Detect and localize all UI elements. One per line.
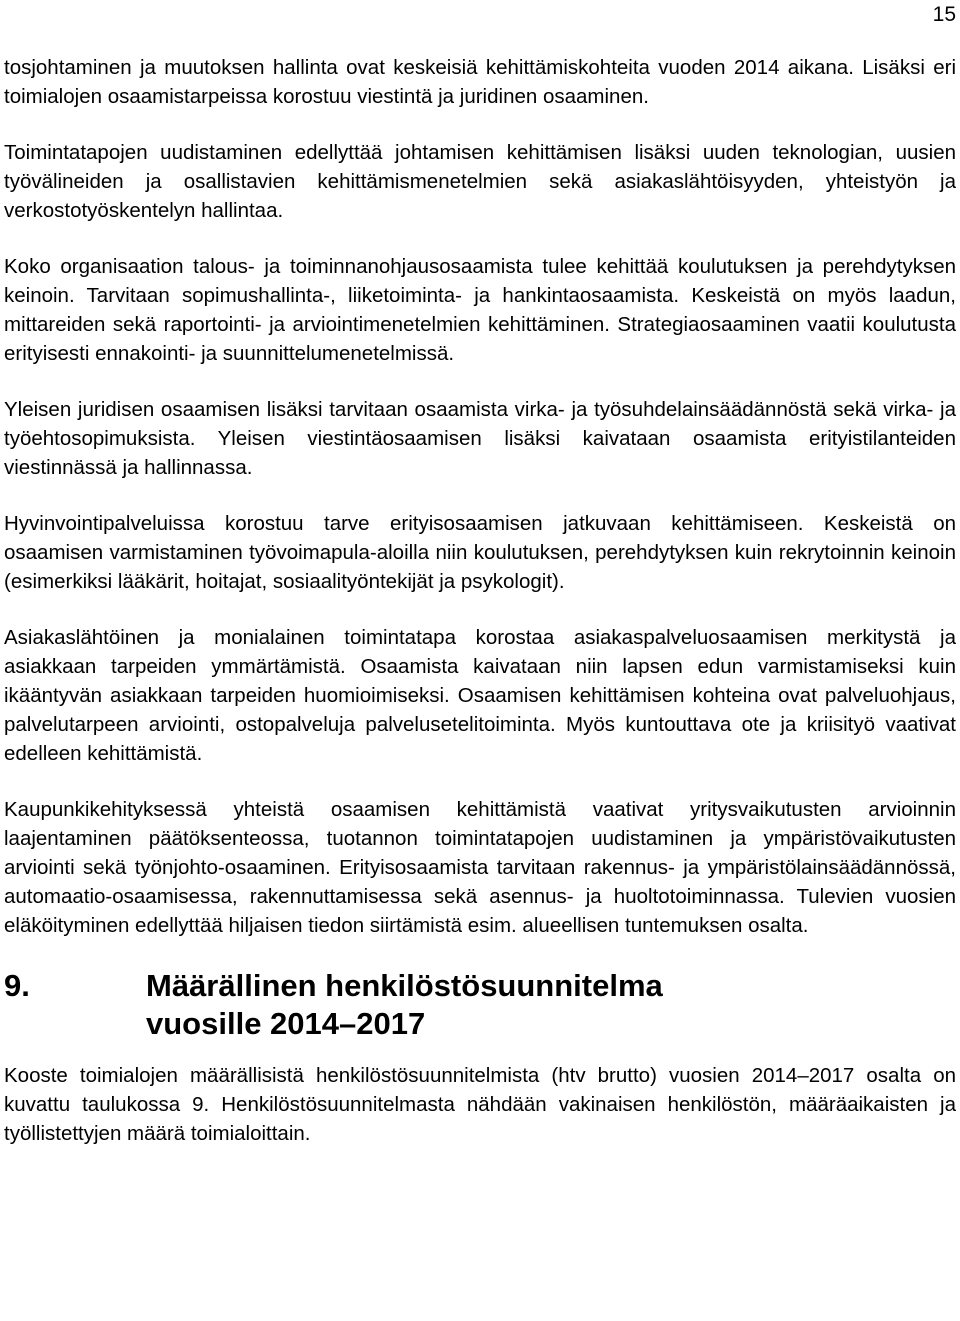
- section-heading: [4, 967, 956, 1043]
- paragraph: Kaupunkikehityksessä yhteistä osaamisen kehittämistä vaativat yritysvaikutusten arvioinnin laajentaminen päätöksenteossa, tuotannon toimintatapojen uudistaminen ja ympäristövaikutusten arviointi sekä työnjohto-osaaminen. Erityisosaamista tarvitaan rakennus- ja ympäristölainsäädännössä, automaatio-osaamisessa, rakennuttamisessa sekä asennus- ja huoltotoiminnassa. Tulevien vuosien eläköityminen edellyttää hiljaisen tiedon siirtämistä esim. alueellisen tuntemuksen osalta.: [4, 798, 956, 937]
- section-number: 9.: [4, 968, 30, 1003]
- paragraph: Koko organisaation talous- ja toiminnanohjausosaamista tulee kehittää koulutuksen ja perehdytyksen keinoin. Tarvitaan sopimushallinta-, liiketoiminta- ja hankintaosaamista. Keskeistä on myös laadun, mittareiden sekä raportointi- ja arviointimenetelmien kehittäminen. Strategiaosaaminen vaatii koulutusta erityisesti ennakointi- ja suunnittelumenetelmissä.: [4, 255, 956, 365]
- paragraph: tosjohtaminen ja muutoksen hallinta ovat keskeisiä kehittämiskohteita vuoden 2014 aikana. Lisäksi eri toimialojen osaamistarpeissa korostuu viestintä ja juridinen osaaminen.: [4, 56, 956, 108]
- paragraph: Asiakaslähtöinen ja monialainen toimintatapa korostaa asiakaspalveluosaamisen merkitystä ja asiakkaan tarpeiden ymmärtämistä. Osaamista kaivataan niin lapsen edun varmistamiseksi kuin ikääntyvän asiakkaan tarpeiden huomioimiseksi. Osaamisen kehittämisen kohteina ovat palveluohjaus, palvelutarpeen arviointi, ostopalveluja palvelusetelitoiminta. Myös kuntouttava ote ja kriisityö vaativat edelleen kehittämistä.: [4, 626, 956, 765]
- closing-paragraph: Kooste toimialojen määrällisistä henkilöstösuunnitelmista (htv brutto) vuosien 2014–2017 osalta on kuvattu taulukossa 9. Henkilöstösuunnitelmasta nähdään vakinaisen henkilöstön, määräaikaisten ja työllistettyjen määrä toimialoittain.: [4, 1064, 956, 1145]
- paragraph: Yleisen juridisen osaamisen lisäksi tarvitaan osaamista virka- ja työsuhdelainsäädännöstä sekä virka- ja työehtosopimuksista. Yleisen viestintäosaamisen lisäksi kaivataan osaamista erityistilanteiden viestinnässä ja hallinnassa.: [4, 398, 956, 479]
- paragraph: Toimintatapojen uudistaminen edellyttää johtamisen kehittämisen lisäksi uuden teknologian, uusien työvälineiden ja osallistavien kehittämismenetelmien sekä asiakaslähtöisyyden, yhteistyön ja verkostotyöskentelyn hallintaa.: [4, 141, 956, 222]
- document-body: [4, 53, 956, 1175]
- page-number: 15: [932, 3, 956, 26]
- section-title: Määrällinen henkilöstösuunnitelma vuosille 2014–2017: [146, 968, 663, 1041]
- paragraph: Hyvinvointipalveluissa korostuu tarve erityisosaamisen jatkuvaan kehittämiseen. Keskeistä on osaamisen varmistaminen työvoimapula-aloilla niin koulutuksen, perehdytyksen kuin rekrytoinnin keinoin (esimerkiksi lääkärit, hoitajat, sosiaalityöntekijät ja psykologit).: [4, 512, 956, 593]
